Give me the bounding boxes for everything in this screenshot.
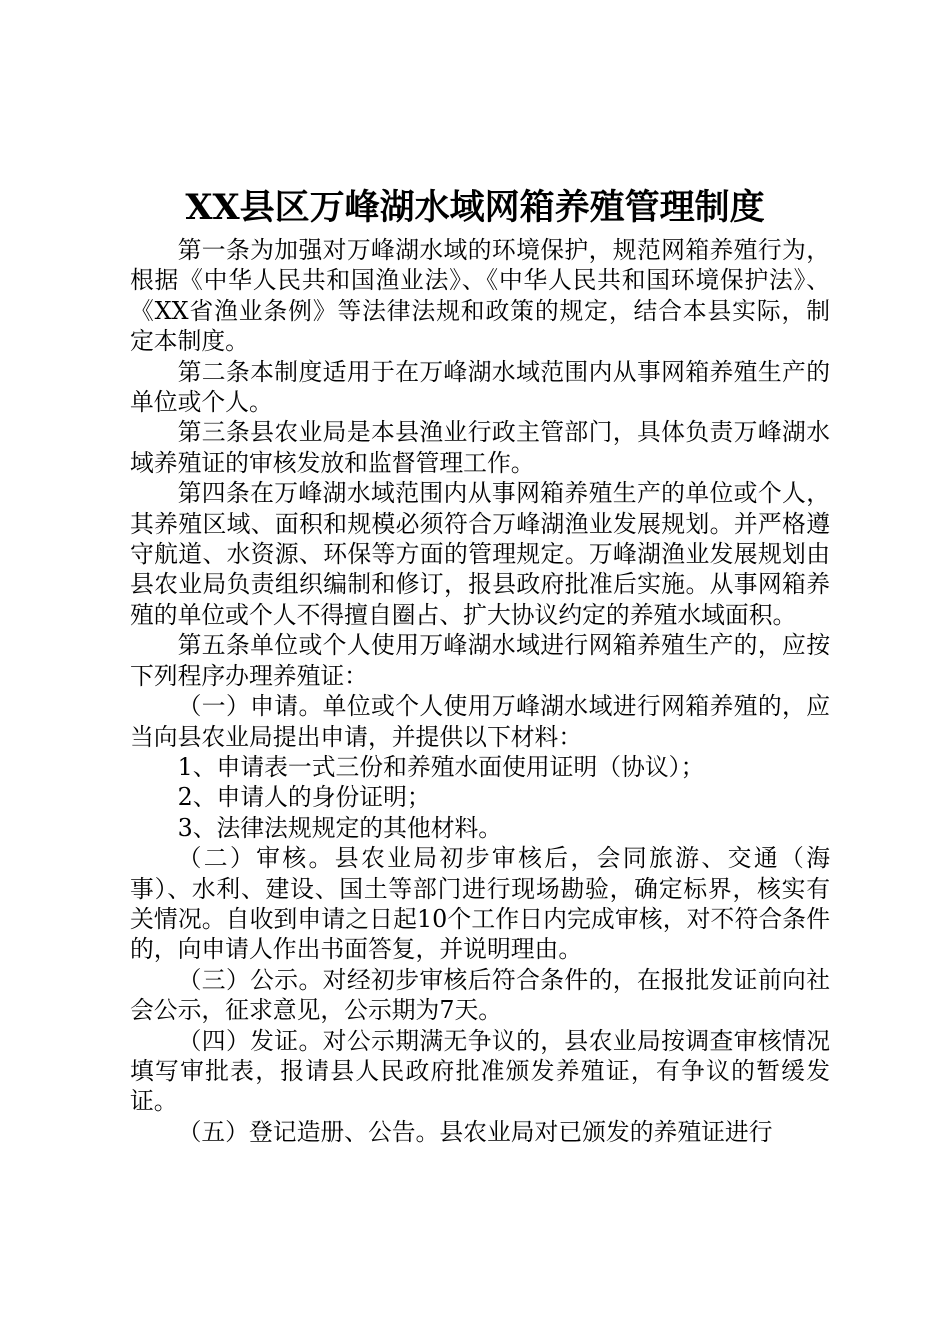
document-title: XX县区万峰湖水域网箱养殖管理制度 <box>185 187 765 228</box>
material-item-1: 1、申请表一式三份和养殖水面使用证明（协议）； <box>177 752 705 781</box>
article-1-paragraph: 第一条为加强对万峰湖水域的环境保护，规范网箱养殖行为，根据《中华人民共和国渔业法》、《中华人民共和国环境保护法》、《XX省渔业条例》等法律法规和政策的规定，结合本县实际，制定本制度。 <box>130 236 830 356</box>
step-review-paragraph: （二）审核。县农业局初步审核后，会同旅游、交通（海事）、水利、建设、国土等部门进行现场勘验，确定标界，核实有关情况。自收到申请之日起10个工作日内完成审核，对不符合条件的，向申请人作出书面答复，并说明理由。 <box>130 844 830 964</box>
step-registration-paragraph: （五）登记造册、公告。县农业局对已颁发的养殖证进行 <box>177 1117 773 1146</box>
material-item-2: 2、申请人的身份证明； <box>177 783 431 812</box>
step-application-paragraph: （一）申请。单位或个人使用万峰湖水域进行网箱养殖的，应当向县农业局提出申请，并提供以下材料： <box>130 692 830 751</box>
article-3-paragraph: 第三条县农业局是本县渔业行政主管部门，具体负责万峰湖水域养殖证的审核发放和监督管理工作。 <box>130 418 830 477</box>
article-5-paragraph: 第五条单位或个人使用万峰湖水域进行网箱养殖生产的，应按下列程序办理养殖证： <box>130 631 830 690</box>
document-body <box>130 235 830 1147</box>
article-4-paragraph: 第四条在万峰湖水域范围内从事网箱养殖生产的单位或个人，其养殖区域、面积和规模必须符合万峰湖渔业发展规划。并严格遵守航道、水资源、环保等方面的管理规定。万峰湖渔业发展规划由县农业局负责组织编制和修订，报县政府批准后实施。从事网箱养殖的单位或个人不得擅自圈占、扩大协议约定的养殖水域面积。 <box>130 479 830 629</box>
material-item-3: 3、法律法规规定的其他材料。 <box>177 813 503 842</box>
article-2-paragraph: 第二条本制度适用于在万峰湖水域范围内从事网箱养殖生产的单位或个人。 <box>130 357 830 417</box>
step-issuance-paragraph: （四）发证。对公示期满无争议的，县农业局按调查审核情况填写审批表，报请县人民政府批准颁发养殖证，有争议的暂缓发证。 <box>130 1026 830 1116</box>
step-publicity-paragraph: （三）公示。对经初步审核后符合条件的，在报批发证前向社会公示，征求意见，公示期为7天。 <box>130 965 830 1025</box>
